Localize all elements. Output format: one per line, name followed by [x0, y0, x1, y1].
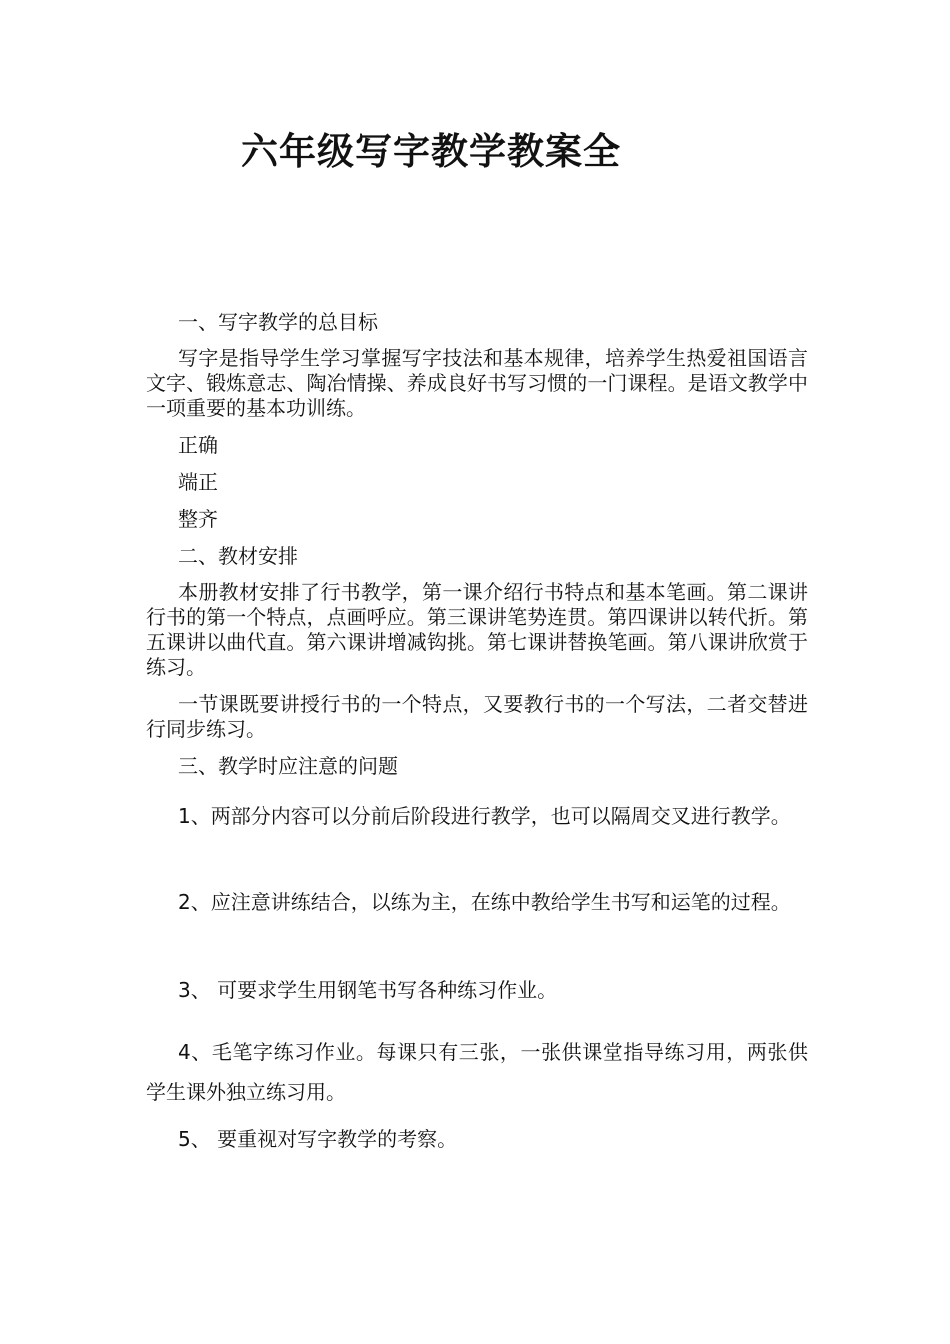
section-2-heading: 二、教材安排 — [178, 544, 298, 568]
goal-item-correct: 正确 — [178, 433, 218, 457]
section-1-heading: 一、写字教学的总目标 — [178, 310, 378, 334]
section-2-paragraph-1: 本册教材安排了行书教学，第一课介绍行书特点和基本笔画。第二课讲行书的第一个特点，点画呼应。第三课讲笔势连贯。第四课讲以转代折。第五课讲以曲代直。第六课讲增减钩挑。第七课讲替换笔画。第八课讲欣赏于练习。 — [146, 580, 808, 679]
section-2-paragraph-2: 一节课既要讲授行书的一个特点，又要教行书的一个写法，二者交替进行同步练习。 — [146, 692, 808, 741]
notice-item-5: 5、 要重视对写字教学的考察。 — [178, 1127, 458, 1151]
document-title: 六年级写字教学教案全 — [241, 129, 621, 173]
section-1-paragraph: 写字是指导学生学习掌握写字技法和基本规律，培养学生热爱祖国语言文字、锻炼意志、陶冶情操、养成良好书写习惯的一门课程。是语文教学中一项重要的基本功训练。 — [146, 346, 808, 420]
notice-item-2: 2、应注意讲练结合，以练为主，在练中教给学生书写和运笔的过程。 — [178, 890, 791, 914]
notice-item-3: 3、 可要求学生用钢笔书写各种练习作业。 — [178, 978, 558, 1002]
notice-item-4: 4、毛笔字练习作业。每课只有三张，一张供课堂指导练习用，两张供学生课外独立练习用。 — [146, 1040, 808, 1104]
notice-item-1: 1、两部分内容可以分前后阶段进行教学，也可以隔周交叉进行教学。 — [178, 804, 791, 828]
section-3-heading: 三、教学时应注意的问题 — [178, 754, 398, 778]
goal-item-neat: 整齐 — [178, 507, 218, 531]
goal-item-upright: 端正 — [178, 470, 218, 494]
